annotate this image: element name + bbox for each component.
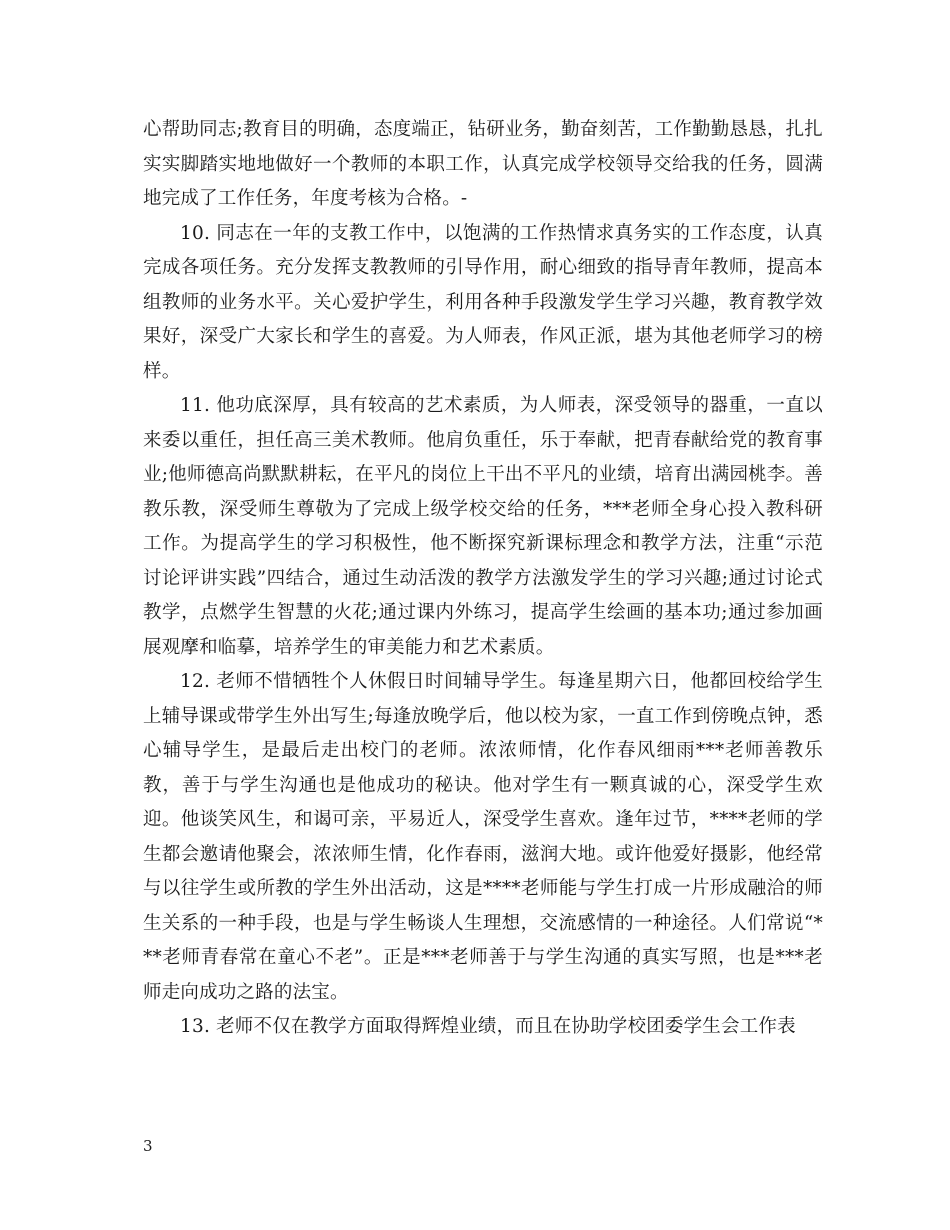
document-body — [143, 113, 823, 1045]
paragraph-10: 10. 同志在一年的支教工作中，以饱满的工作热情求真务实的工作态度，认真完成各项任务。充分发挥支教教师的引导作用，耐心细致的指导青年教师，提高本组教师的业务水平。关心爱护学生，利用各种手段激发学生学习兴趣，教育教学效果好，深受广大家长和学生的喜爱。为人师表，作风正派，堪为其他老师学习的榜样。 — [143, 222, 823, 382]
paragraph-13: 13. 老师不仅在教学方面取得辉煌业绩，而且在协助学校团委学生会工作表 — [180, 1016, 796, 1037]
paragraph-11: 11. 他功底深厚，具有较高的艺术素质，为人师表，深受领导的器重，一直以来委以重任，担任高三美术教师。他肩负重任，乐于奉献，把青春献给党的教育事业;他师德高尚默默耕耘，在平凡的岗位上干出不平凡的业绩，培育出满园桃李。善教乐教，深受师生尊敬为了完成上级学校交给的任务，***老师全身心投入教科研工作。为提高学生的学习积极性，他不断探究新课标理念和教学方法，注重“示范讨论评讲实践”四结合，通过生动活泼的教学方法激发学生的学习兴趣;通过讨论式教学，点燃学生智慧的火花;通过课内外练习，提高学生绘画的基本功;通过参加画展观摩和临摹，培养学生的审美能力和艺术素质。 — [143, 395, 824, 658]
paragraph-12: 12. 老师不惜牺牲个人休假日时间辅导学生。每逢星期六日，他都回校给学生上辅导课或带学生外出写生;每逢放晚学后，他以校为家，一直工作到傍晚点钟，悉心辅导学生，是最后走出校门的老师。浓浓师情，化作春风细雨***老师善教乐教，善于与学生沟通也是他成功的秘诀。他对学生有一颗真诚的心，深受学生欢迎。他谈笑风生，和谒可亲，平易近人，深受学生喜欢。逢年过节，****老师的学生都会邀请他聚会，浓浓师生情，化作春雨，滋润大地。或许他爱好摄影，他经常与以往学生或所教的学生外出活动，这是****老师能与学生打成一片形成融洽的师生关系的一种手段，也是与学生畅谈人生理想，交流感情的一种途径。人们常说“***老师青春常在童心不老”。正是***老师善于与学生沟通的真实写照，也是***老师走向成功之路的法宝。 — [143, 671, 823, 1003]
page-number: 3 — [143, 1137, 153, 1155]
paragraph-continuation: 心帮助同志;教育目的明确，态度端正，钻研业务，勤奋刻苦，工作勤勤恳恳，扎扎实实脚踏实地地做好一个教师的本职工作，认真完成学校领导交给我的任务，圆满地完成了工作任务，年度考核为合格。- — [143, 119, 823, 209]
